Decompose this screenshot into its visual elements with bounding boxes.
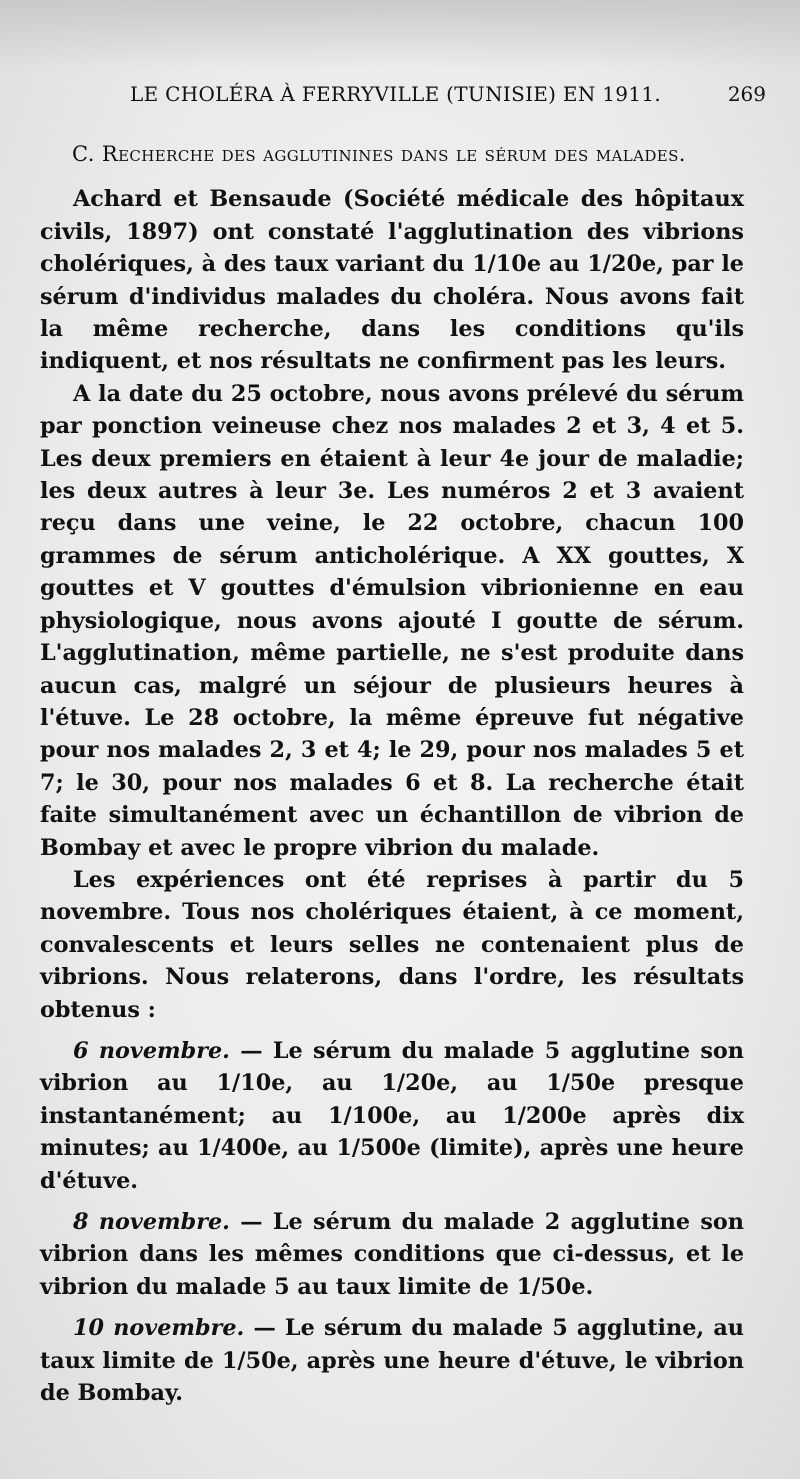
paragraph: A la date du 25 octobre, nous avons prélevé du sérum par ponction veineuse chez nos malades 2 et 3, 4 et 5. Les deux premiers en étaient à leur 4e jour de maladie; les deux autres à leur 3e. Les numéros 2 et 3 avaient reçu dans une veine, le 22 octobre, chacun 100 grammes de sérum anticholérique. A XX gouttes, X gouttes et V gouttes d'émulsion vibrionienne en eau physiologique, nous avons ajouté I goutte de sérum. L'agglutination, même partielle, ne s'est produite dans aucun cas, malgré un séjour de plusieurs heures à l'étuve. Le 28 octobre, la même épreuve fut négative pour nos malades 2, 3 et 4; le 29, pour nos malades 5 et 7; le 30, pour nos malades 6 et 8. La recherche était faite simultanément avec un échantillon de vibrion de Bombay et avec le propre vibrion du malade.: [40, 380, 744, 861]
dated-entry: [40, 1206, 744, 1303]
dated-entry: [40, 1312, 744, 1409]
paragraph: Les expériences ont été reprises à partir du 5 novembre. Tous nos cholériques étaient, à ce moment, convalescents et leurs selles ne contenaient plus de vibrions. Nous relaterons, dans l'ordre, les résultats obtenus :: [40, 866, 744, 1023]
section-title: C. Recherche des agglutinines dans le sérum des malades.: [72, 142, 686, 166]
body-text: [40, 138, 744, 1409]
page-edge-shadow: [0, 0, 800, 70]
page-header: [0, 78, 800, 112]
entry-text: — Le sérum du malade 5 agglutine son vibrion au 1/10e, au 1/20e, au 1/50e presque instantanément; au 1/100e, au 1/200e après dix minutes; au 1/400e, au 1/500e (limite), après une heure d'étuve.: [40, 1037, 744, 1194]
running-title: LE CHOLÉRA À FERRYVILLE (TUNISIE) EN 1911.: [130, 82, 662, 106]
page-number: 269: [727, 82, 766, 106]
entry-text: — Le sérum du malade 5 agglutine, au taux limite de 1/50e, après une heure d'étuve, le vibrion de Bombay.: [40, 1315, 744, 1407]
entry-date: 8 novembre.: [73, 1209, 230, 1235]
entry-date: 6 novembre.: [73, 1037, 230, 1064]
paragraph: Achard et Bensaude (Société médicale des hôpitaux civils, 1897) ont constaté l'agglutination des vibrions cholériques, à des taux variant du 1/10e au 1/20e, par le sérum d'individus malades du choléra. Nous avons fait la même recherche, dans les conditions qu'ils indiquent, et nos résultats ne confirment pas les leurs.: [40, 186, 744, 375]
dated-entry: [40, 1035, 744, 1197]
entry-text: — Le sérum du malade 2 agglutine son vibrion dans les mêmes conditions que ci-dessus, et le vibrion du malade 5 au taux limite de 1/50e.: [40, 1209, 744, 1300]
entry-date: 10 novembre.: [73, 1315, 245, 1342]
